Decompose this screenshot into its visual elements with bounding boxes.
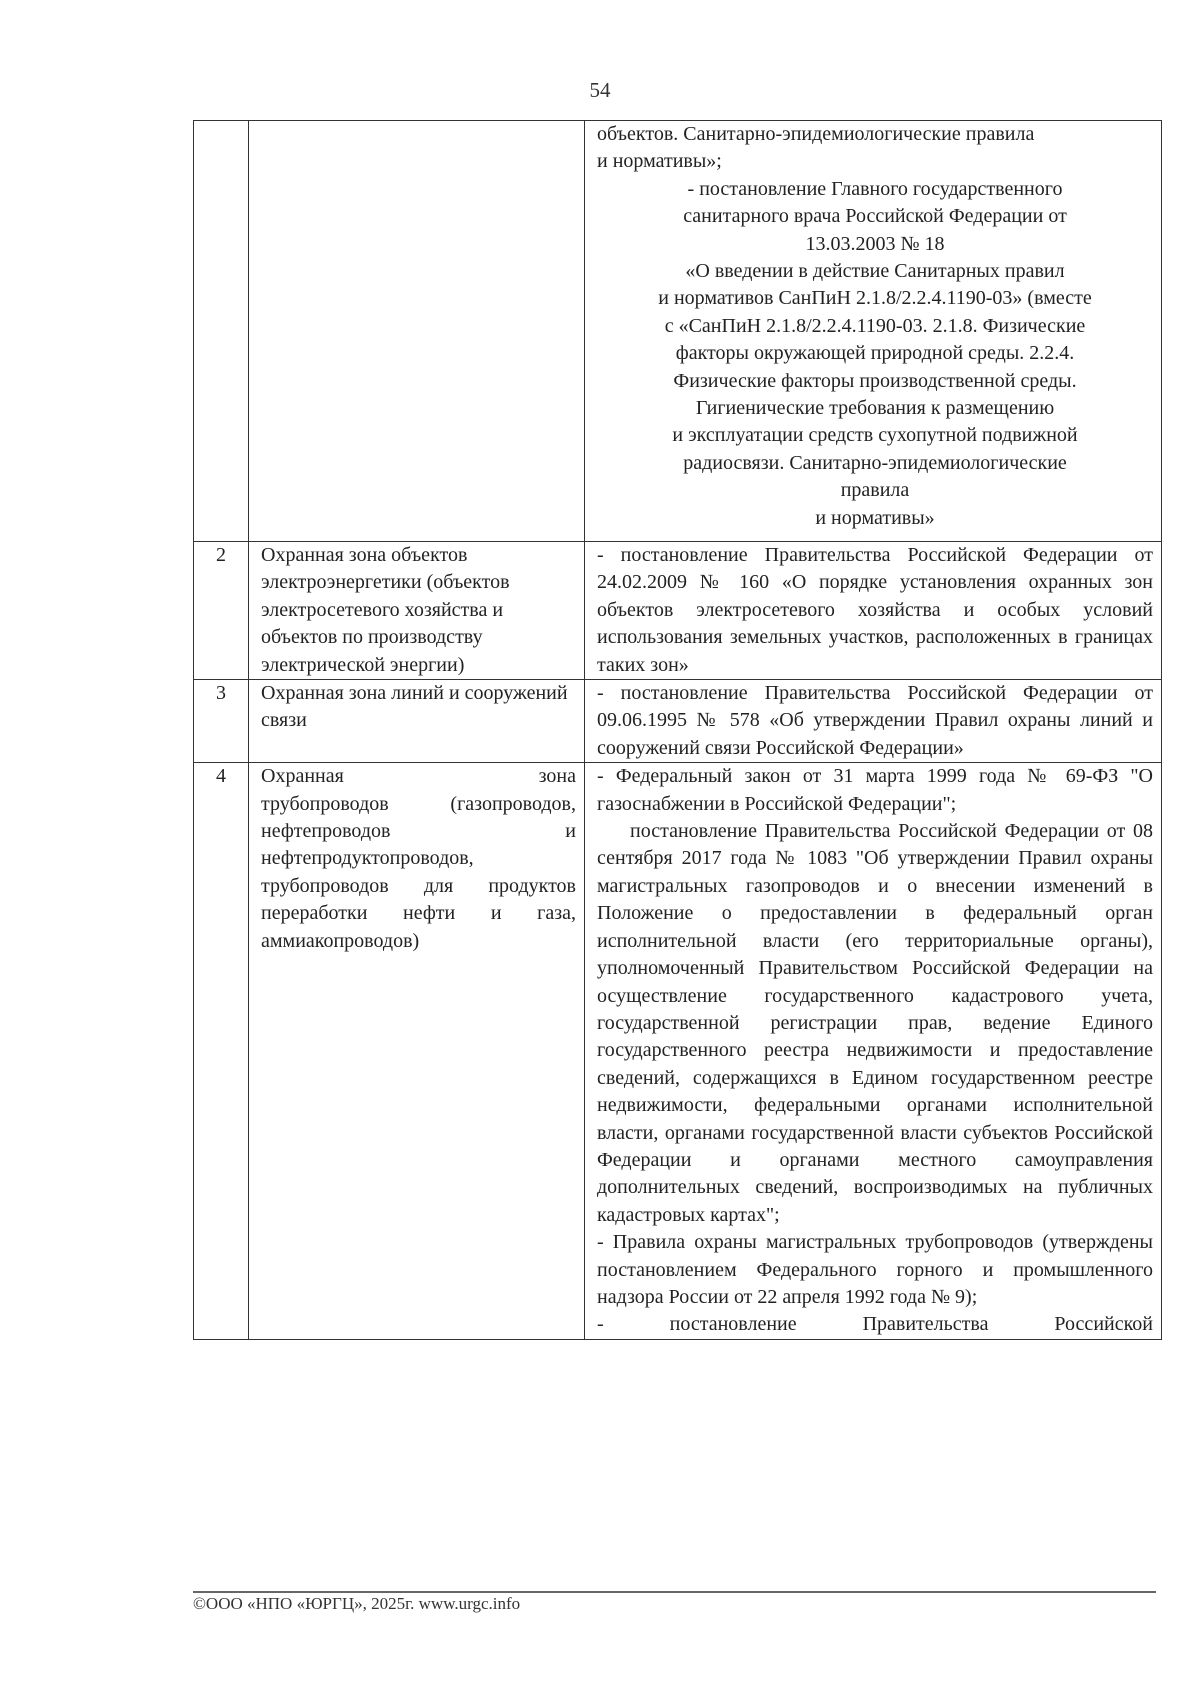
zone-name-word: зона: [538, 765, 576, 788]
row-number-cell: 4: [194, 763, 249, 1340]
table-row: [194, 542, 1162, 680]
zone-name-cell: [249, 763, 585, 1340]
zones-table: [193, 120, 1162, 1340]
footer-copyright: ©ООО «НПО «ЮРГЦ», 2025г. www.urgc.info: [193, 1594, 521, 1613]
regulation-cell: - постановление Правительства Российской Федерации от 24.02.2009 № 160 «О порядке установления охранных зон объектов электросетевого хозяйства и особых условий использования земельных участков, расположенных в границах таких зон»: [585, 542, 1162, 680]
row-number-cell: 3: [194, 680, 249, 763]
regulation-line: - постановление Главного государственного: [687, 177, 1063, 200]
regulation-line: радиосвязи. Санитарно-эпидемиологические: [683, 451, 1067, 474]
zone-name-cell: Охранная зона объектов электроэнергетики (объектов электросетевого хозяйства и объектов по производству электрической энергии): [249, 542, 585, 680]
regulation-line: правила: [840, 479, 910, 502]
regulation-line: санитарного врача Российской Федерации от: [683, 205, 1067, 228]
regulation-line: «О введении в действие Санитарных правил: [685, 260, 1065, 283]
regulation-line: факторы окружающей природной среды. 2.2.4.: [675, 342, 1075, 365]
regulation-line: объектов. Санитарно-эпидемиологические правила: [597, 123, 1035, 145]
regulation-line: Физические факторы производственной среды.: [673, 369, 1077, 392]
regulation-line: и нормативы»;: [597, 150, 722, 173]
row-number-cell: 2: [194, 542, 249, 680]
regulation-item: - Федеральный закон от 31 марта 1999 года № 69-ФЗ "О газоснабжении в Российской Федерации";: [597, 765, 1153, 815]
regulation-item: - Правила охраны магистральных трубопроводов (утверждены постановлением Федерального горного и промышленного надзора России от 22 апреля 1992 года № 9);: [597, 1231, 1153, 1308]
regulation-line: и нормативов СанПиН 2.1.8/2.2.4.1190-03» (вместе: [658, 287, 1092, 310]
regulation-line: Гигиенические требования к размещению: [695, 397, 1055, 420]
regulation-line: 13.03.2003 № 18: [805, 232, 945, 255]
zone-name-word: Охранная: [261, 765, 344, 788]
zone-name-first-line: [261, 763, 576, 790]
regulation-cell: [585, 763, 1162, 1340]
regulation-item: - постановление Правительства Российской: [597, 1313, 1153, 1336]
table-row: [194, 763, 1162, 1340]
table-row: [194, 680, 1162, 763]
regulation-line: и эксплуатации средств сухопутной подвижной: [672, 424, 1078, 447]
regulation-item: постановление Правительства Российской Федерации от 08 сентября 2017 года № 1083 "Об утверждении Правил охраны магистральных газопроводов и о внесении изменений в Положение о предоставлении в федеральный орган исполнительной власти (его территориальные органы), уполномоченный Правительством Российской Федерации на осуществление государственного кадастрового учета, государственной регистрации прав, ведение Единого государственного реестра недвижимости и предоставление сведений, содержащихся в Едином государственном реестре недвижимости, федеральными органами исполнительной власти, органами государственной власти субъектов Российской Федерации и органами местного самоуправления дополнительных сведений, воспроизводимых на публичных кадастровых картах";: [597, 820, 1153, 1226]
page-number: 54: [589, 78, 611, 102]
zone-name-cell: [249, 121, 585, 542]
regulation-cell: - постановление Правительства Российской Федерации от 09.06.1995 № 578 «Об утверждении Правил охраны линий и сооружений связи Российской Федерации»: [585, 680, 1162, 763]
regulation-line: с «СанПиН 2.1.8/2.2.4.1190-03. 2.1.8. Физические: [664, 314, 1086, 337]
zone-name-cell: Охранная зона линий и сооружений связи: [249, 680, 585, 763]
footer-divider: [193, 1591, 1156, 1593]
zone-name-text: трубопроводов (газопроводов, нефтепроводов и нефтепродуктопроводов, трубопроводов для продуктов переработки нефти и газа, аммиакопроводов): [261, 792, 576, 952]
regulation-line: и нормативы»: [815, 506, 935, 529]
regulation-cell: [585, 121, 1162, 542]
row-number-cell: [194, 121, 249, 542]
table-row: [194, 121, 1162, 542]
